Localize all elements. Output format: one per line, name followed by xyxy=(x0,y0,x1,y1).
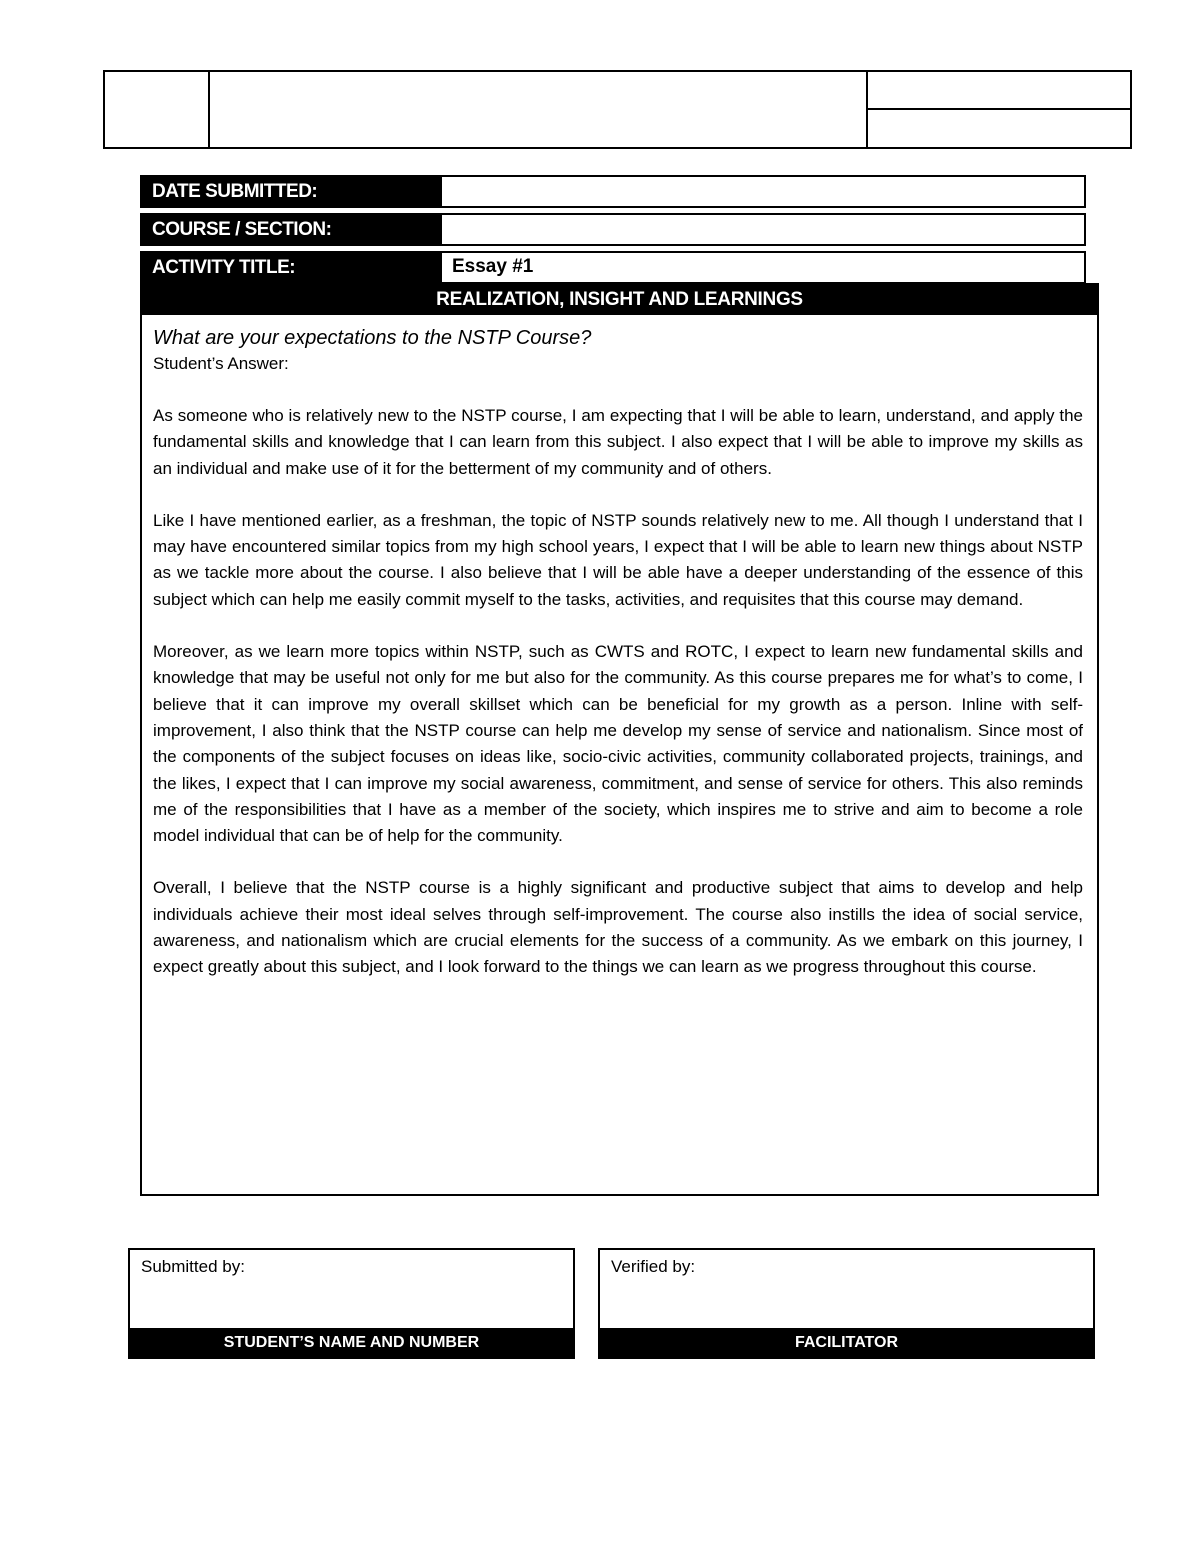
activity-title-label: ACTIVITY TITLE: xyxy=(140,251,440,284)
course-section-label: COURSE / SECTION: xyxy=(140,213,440,246)
header-table xyxy=(103,70,1132,149)
activity-title-row xyxy=(140,251,1086,284)
essay-question: What are your expectations to the NSTP Course? xyxy=(153,327,592,349)
answer-paragraph: Overall, I believe that the NSTP course is a highly significant and productive subject that aims to develop and help individuals achieve their most ideal selves through self-improvement. The course also instills the idea of social service, awareness, and nationalism which are crucial elements for the success of a community. As we embark on this journey, I expect greatly about this subject, and I look forward to the things we can learn as we progress throughout this course. xyxy=(153,878,1083,977)
date-submitted-field[interactable] xyxy=(440,175,1086,208)
activity-title-field[interactable]: Essay #1 xyxy=(440,251,1086,284)
course-section-row xyxy=(140,213,1086,246)
date-submitted-label: DATE SUBMITTED: xyxy=(140,175,440,208)
reflection-box xyxy=(140,283,1099,1196)
header-top-right-cell xyxy=(868,72,1130,110)
submitted-by-label: Submitted by: xyxy=(141,1257,245,1276)
answer-paragraph: As someone who is relatively new to the NSTP course, I am expecting that I will be able to learn, understand, and apply the fundamental skills and knowledge that I can learn from this subject. I also expect that I will be able to improve my skills as an individual and make use of it for the betterment of my community and of others. xyxy=(153,406,1083,478)
verified-by-label: Verified by: xyxy=(611,1257,696,1276)
header-bottom-right-cell xyxy=(868,110,1130,147)
header-title-cell xyxy=(210,72,868,147)
student-name-footer: STUDENT’S NAME AND NUMBER xyxy=(130,1328,573,1357)
section-heading: REALIZATION, INSIGHT AND LEARNINGS xyxy=(142,285,1097,315)
header-logo-cell xyxy=(105,72,210,147)
verified-by-box xyxy=(598,1248,1095,1359)
answer-paragraph: Like I have mentioned earlier, as a freshman, the topic of NSTP sounds relatively new to me. All though I understand that I may have encountered similar topics from my high school years, I expect that I will be able to learn new things about NSTP as we tackle more about the course. I also believe that I will be able have a deeper understanding of the essence of this subject which can help me easily commit myself to the tasks, activities, and requisites that this course may demand. xyxy=(153,510,1083,609)
answer-label: Student’s Answer: xyxy=(153,354,289,373)
course-section-field[interactable] xyxy=(440,213,1086,246)
date-submitted-row xyxy=(140,175,1086,208)
facilitator-footer: FACILITATOR xyxy=(600,1328,1093,1357)
answer-paragraph: Moreover, as we learn more topics within NSTP, such as CWTS and ROTC, I expect to learn new fundamental skills and knowledge that may be useful not only for me but also for the community. As this course prepares me for what’s to come, I believe that it can improve my overall skillset which can be beneficial for my growth as a person. Inline with self-improvement, I also think that the NSTP course can help me develop my sense of service and nationalism. Since most of the components of the subject focuses on ideas like, socio-civic activities, community collaborated projects, trainings, and the likes, I expect that I can improve my social awareness, commitment, and sense of service for others. This also reminds me of the responsibilities that I have as a member of the society, which inspires me to strive and aim to become a role model individual that can be of help for the community. xyxy=(153,642,1083,846)
reflection-body xyxy=(142,315,1097,981)
submitted-by-box xyxy=(128,1248,575,1359)
